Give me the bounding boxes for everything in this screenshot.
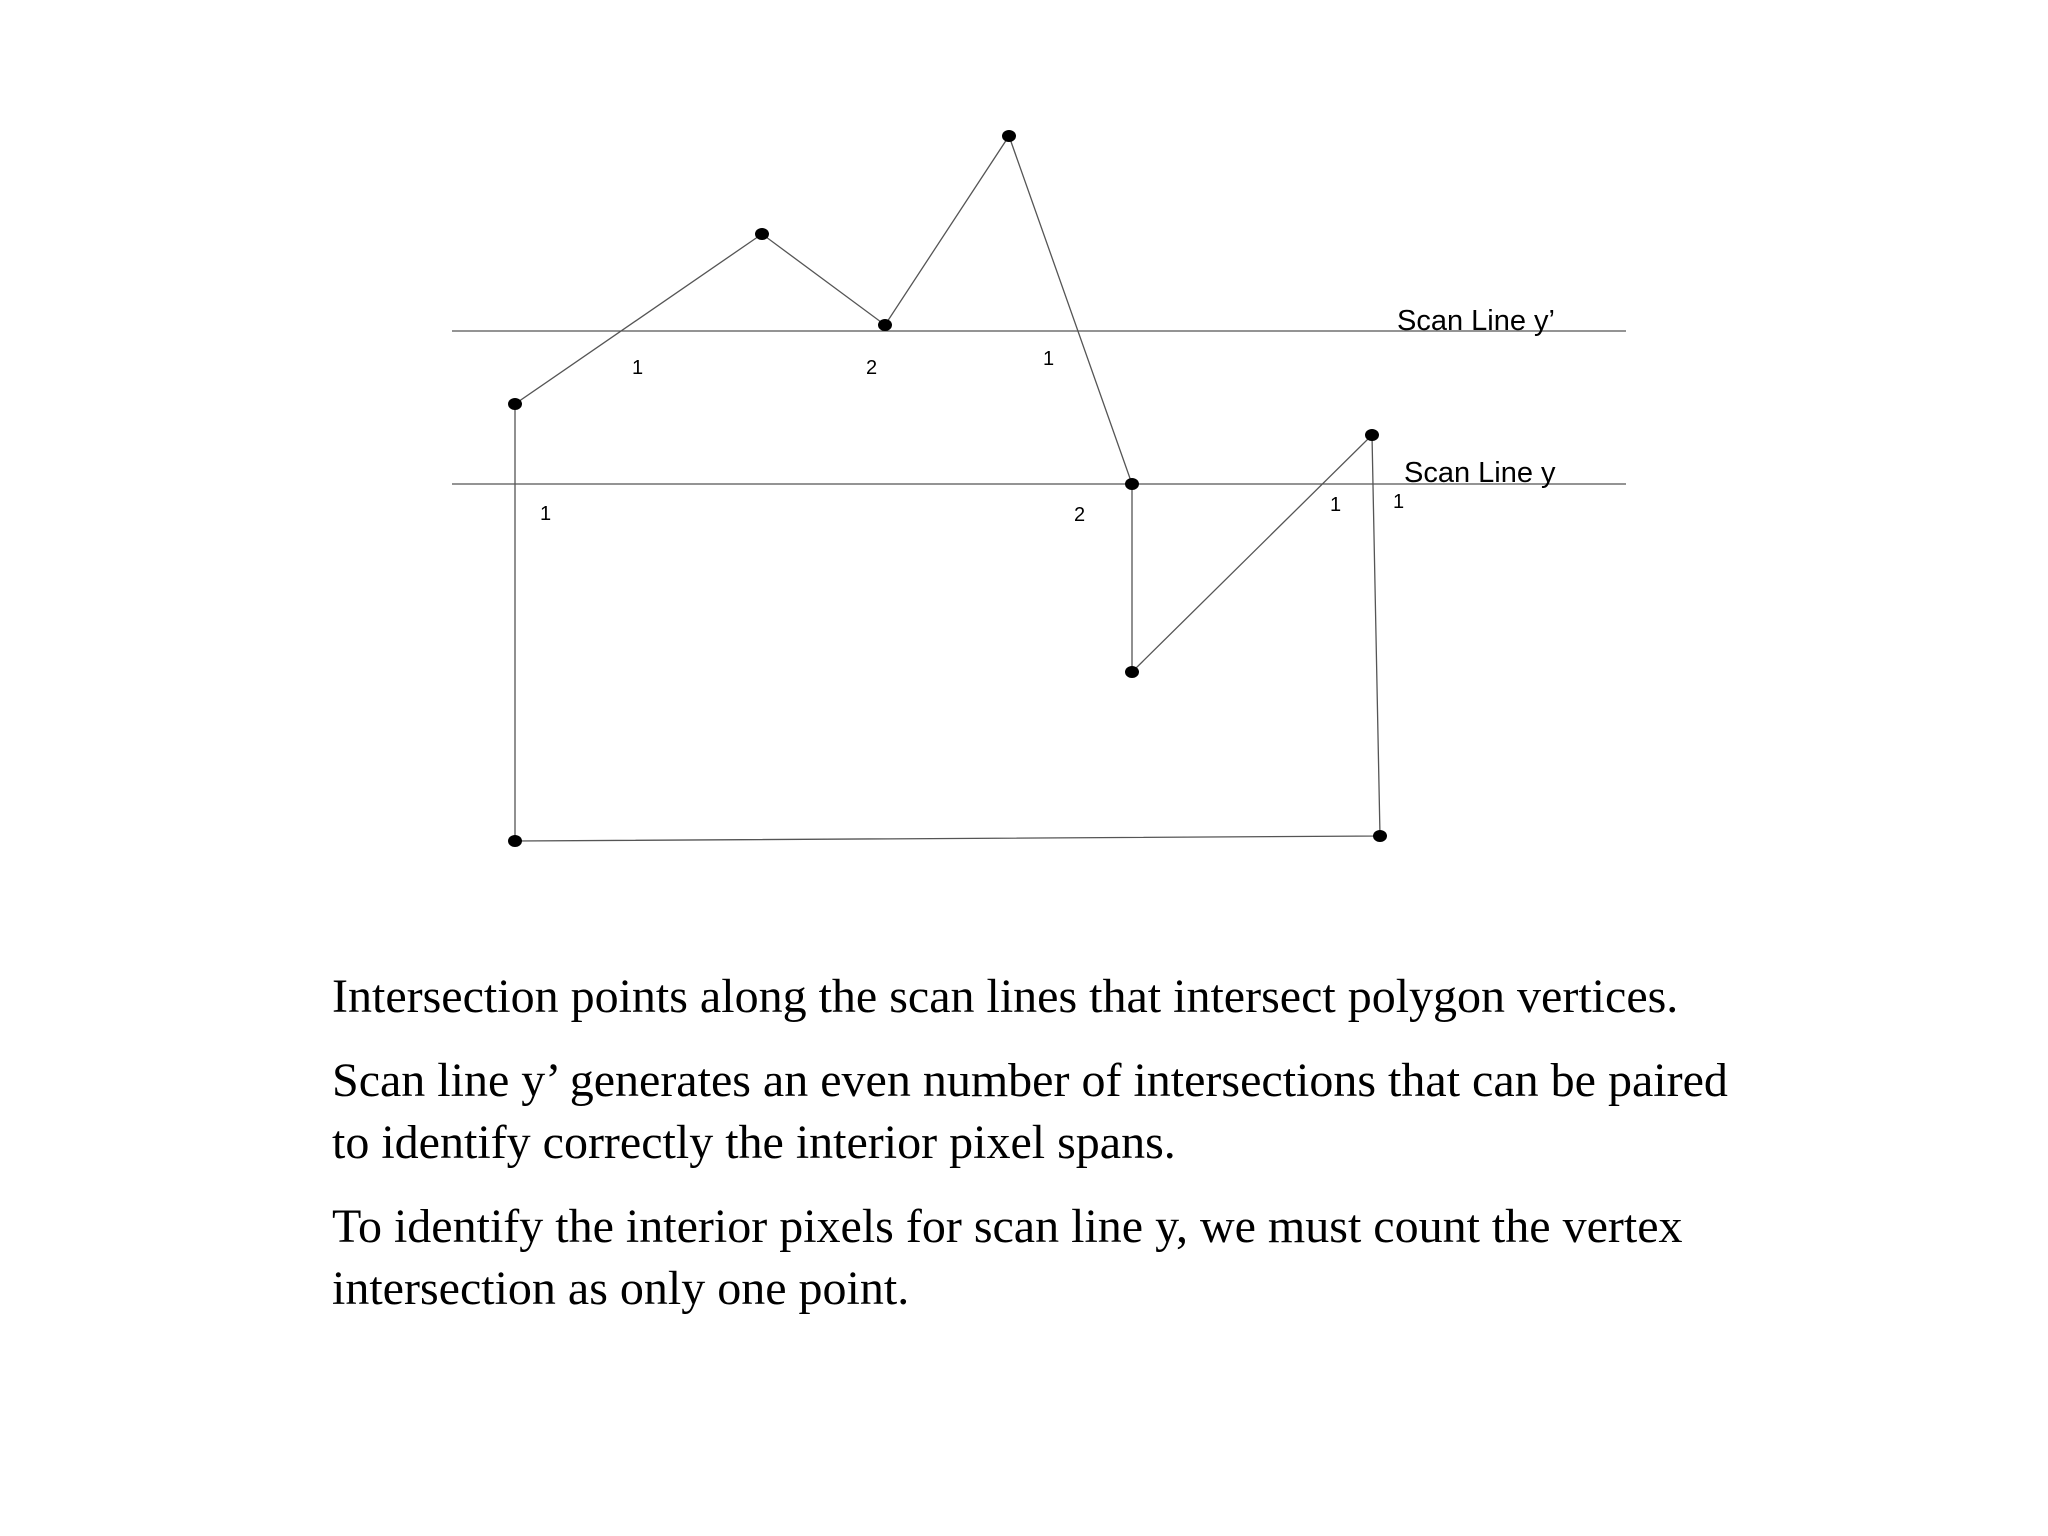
polygon-vertex — [1125, 478, 1139, 490]
polygon-vertex — [1373, 830, 1387, 842]
polygon-vertex — [508, 835, 522, 847]
intersection-count-label: 1 — [540, 503, 552, 525]
intersection-count-label: 1 — [1393, 491, 1405, 513]
intersection-count-label: 1 — [1043, 348, 1055, 370]
paragraph-scan-line-y-prime: Scan line y’ generates an even number of intersections that can be paired to identify correctly the interior pixel spans. — [332, 1054, 1728, 1169]
intersection-count-label: 1 — [1330, 494, 1342, 516]
polygon-outline — [515, 136, 1380, 841]
polygon-vertex — [1125, 666, 1139, 678]
intersection-count-label: 2 — [1074, 504, 1086, 526]
polygon-vertex — [1365, 429, 1379, 441]
paragraph-scan-line-y: To identify the interior pixels for scan line y, we must count the vertex intersection as only one point. — [332, 1200, 1683, 1315]
intersection-count-label: 2 — [866, 357, 878, 379]
polygon-vertex — [755, 228, 769, 240]
polygon-vertex — [1002, 130, 1016, 142]
paragraph-intersection-points: Intersection points along the scan lines that intersect polygon vertices. — [332, 970, 1679, 1023]
explanation-text — [332, 966, 1732, 1342]
scan-line-y-prime-label: Scan Line y’ — [1397, 305, 1555, 337]
polygon-vertex — [878, 319, 892, 331]
scan-line-y-label: Scan Line y — [1404, 457, 1556, 489]
intersection-count-label: 1 — [632, 357, 644, 379]
polygon-vertex — [508, 398, 522, 410]
